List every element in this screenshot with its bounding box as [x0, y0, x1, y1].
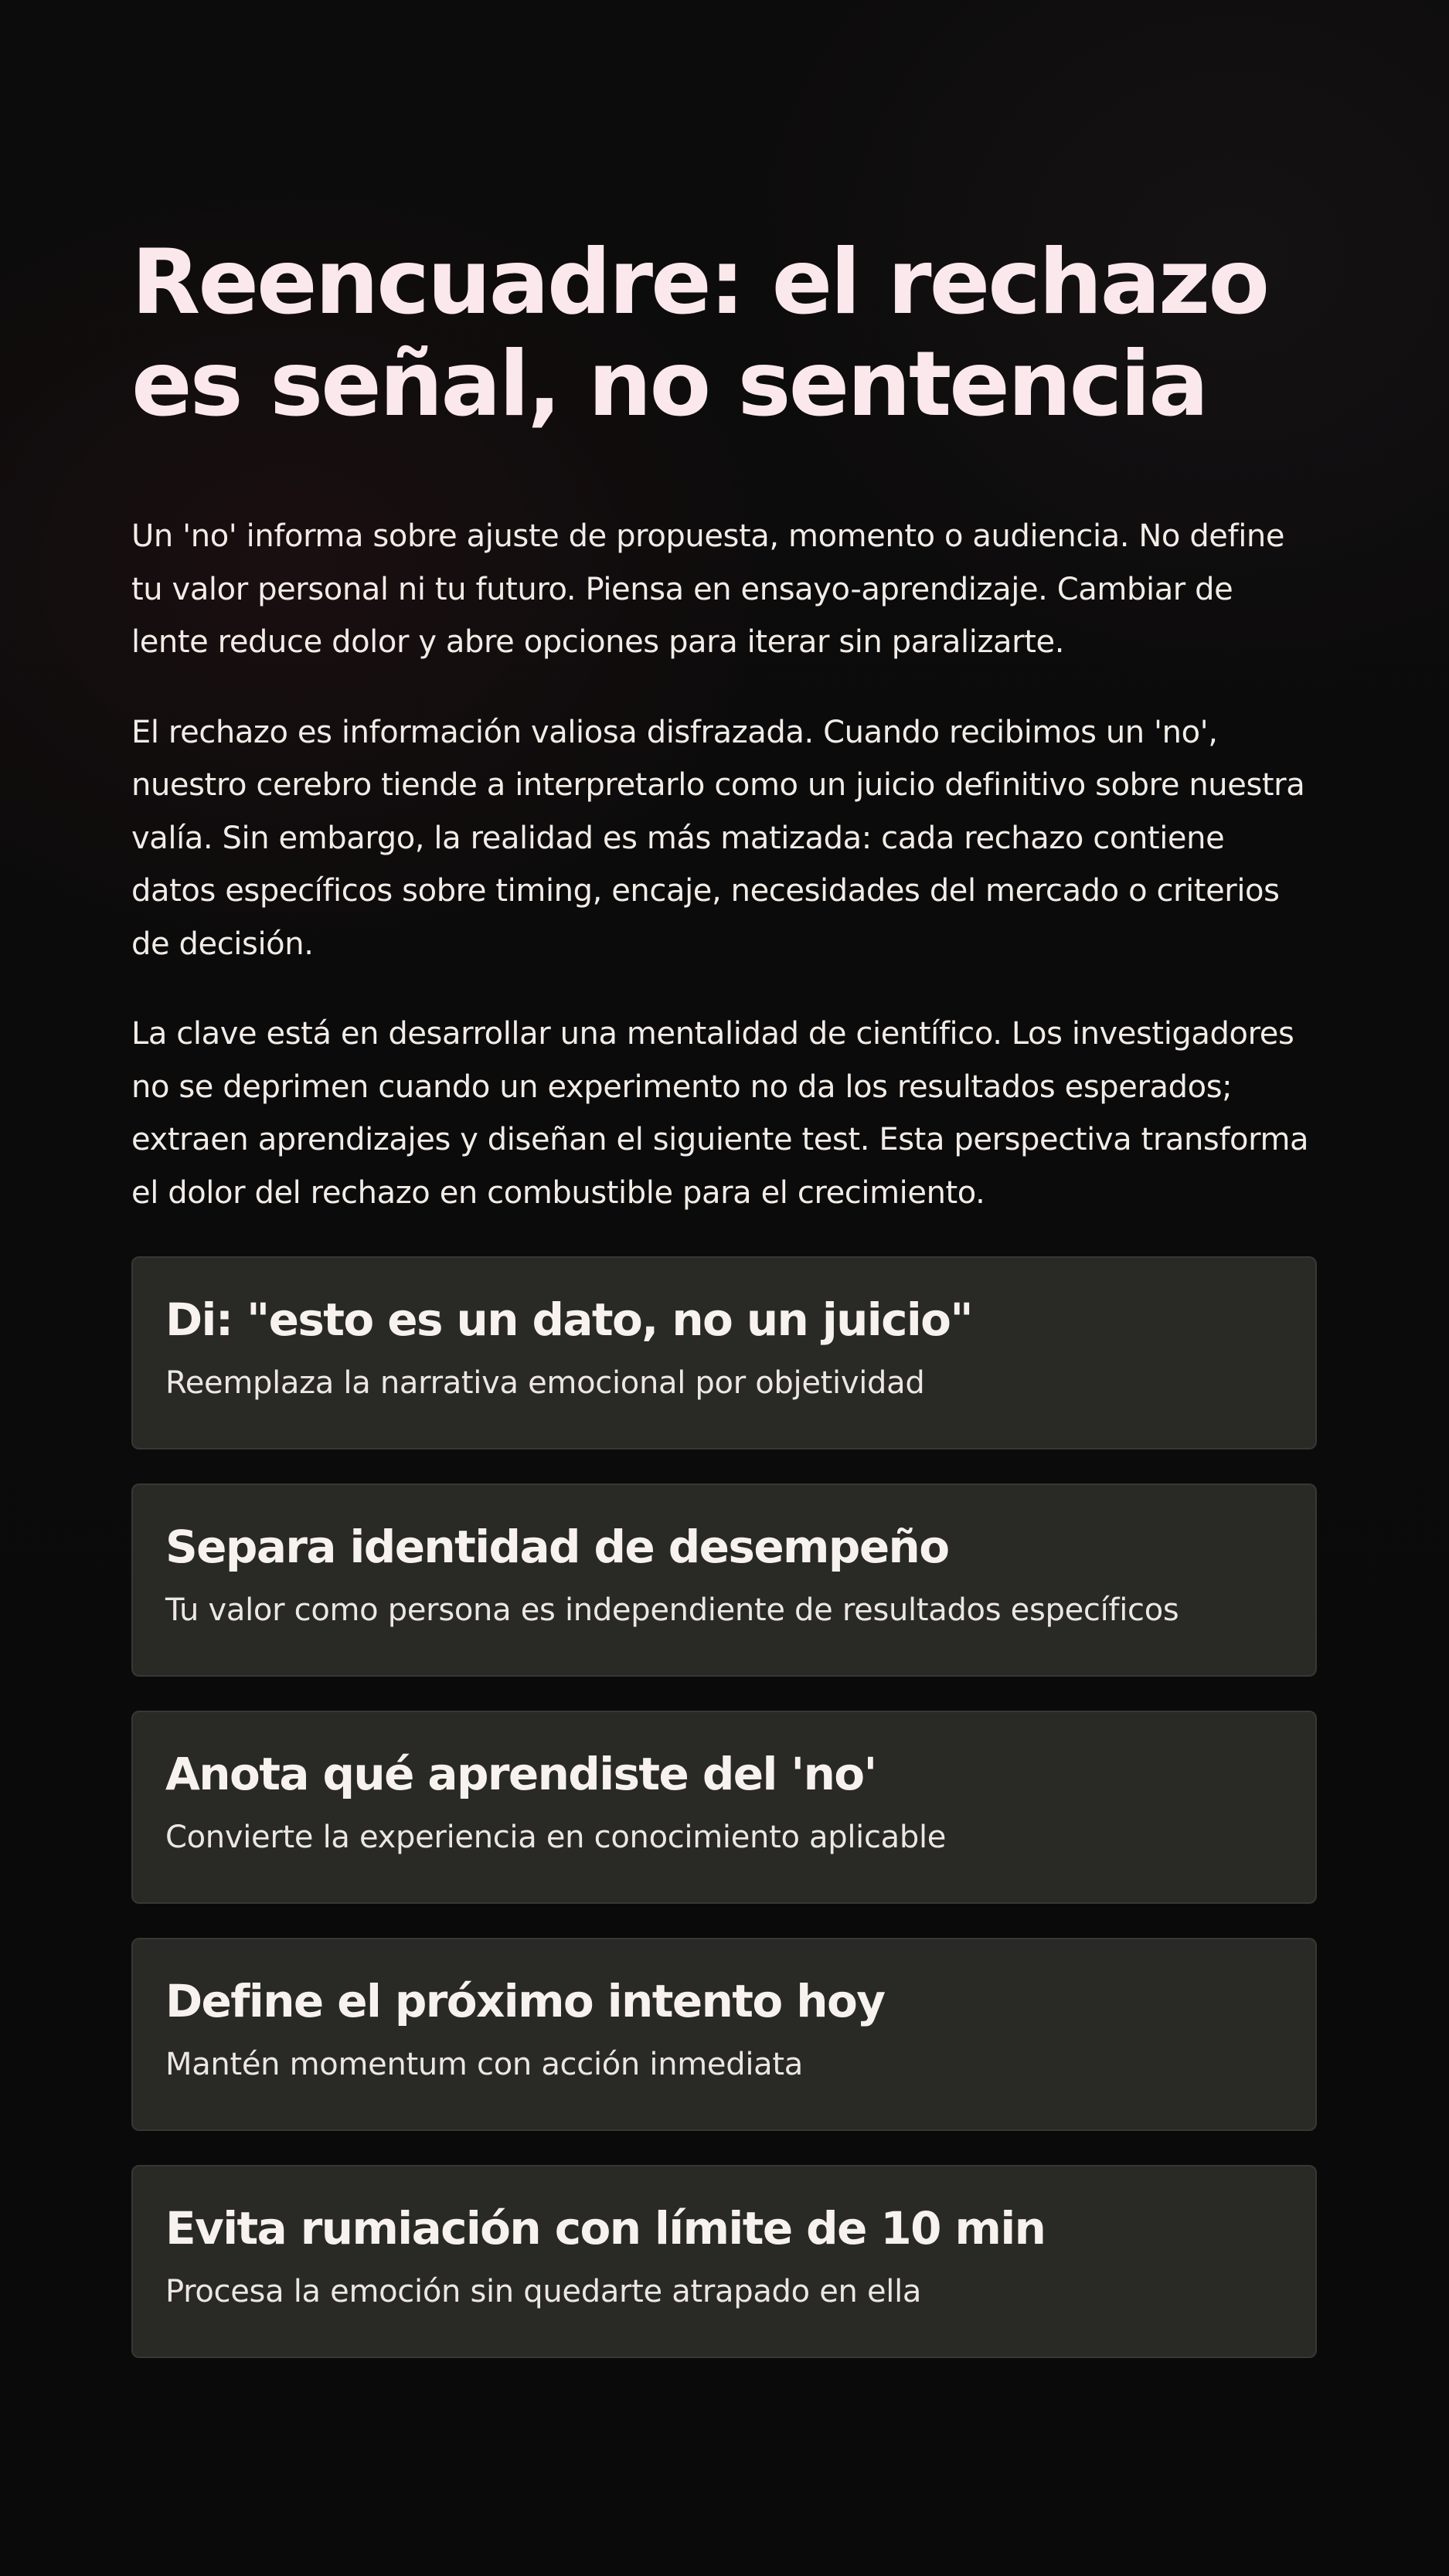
tip-card — [131, 1938, 1317, 2131]
tip-card-title: Separa identidad de desempeño — [165, 1521, 949, 1573]
page-title: Reencuadre: el rechazo es señal, no sentencia — [131, 230, 1268, 437]
paragraph: El rechazo es información valiosa disfrazada. Cuando recibimos un 'no', nuestro cerebro tiende a interpretarlo como un juicio definitivo sobre nuestra valía. Sin embargo, la realidad es más matizada: cada rechazo contiene datos específicos sobre timing, encaje, necesidades del mercado o criterios de decisión. — [131, 714, 1305, 962]
tip-card — [131, 1256, 1317, 1449]
tip-card-description: Tu valor como persona es independiente de resultados específicos — [165, 1592, 1179, 1628]
intro-text — [131, 510, 1318, 1219]
tip-card-title: Di: "esto es un dato, no un juicio" — [165, 1293, 973, 1346]
paragraph: La clave está en desarrollar una mentalidad de científico. Los investigadores no se deprimen cuando un experimento no da los resultados esperados; extraen aprendizajes y diseñan el siguiente test. Esta perspectiva transforma el dolor del rechazo en combustible para el crecimiento. — [131, 1016, 1309, 1211]
tip-card — [131, 2165, 1317, 2358]
tip-card-title: Anota qué aprendiste del 'no' — [165, 1748, 876, 1800]
tip-card-title: Evita rumiación con límite de 10 min — [165, 2202, 1046, 2255]
tip-card-title: Define el próximo intento hoy — [165, 1975, 885, 2027]
tip-card — [131, 1483, 1317, 1677]
tip-card-description: Mantén momentum con acción inmediata — [165, 2047, 803, 2082]
tip-card-description: Convierte la experiencia en conocimiento aplicable — [165, 1820, 947, 1855]
paragraph: Un 'no' informa sobre ajuste de propuesta, momento o audiencia. No define tu valor personal ni tu futuro. Piensa en ensayo-aprendizaje. Cambiar de lente reduce dolor y abre opciones para iterar sin paralizarte. — [131, 518, 1285, 660]
tip-card-description: Procesa la emoción sin quedarte atrapado en ella — [165, 2274, 922, 2309]
tip-card-description: Reemplaza la narrativa emocional por objetividad — [165, 1365, 925, 1401]
tips-list — [131, 1256, 1318, 2358]
tip-card — [131, 1711, 1317, 1904]
